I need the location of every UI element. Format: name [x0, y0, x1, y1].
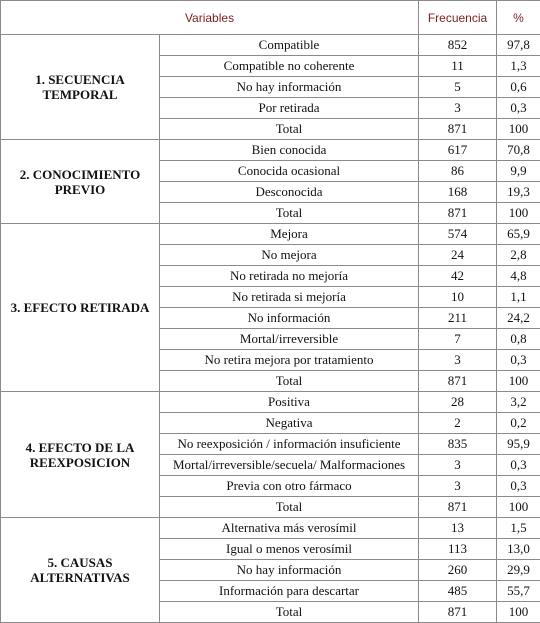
- row-percent: 65,9: [497, 224, 540, 245]
- row-percent: 100: [497, 371, 540, 392]
- row-frequency: 871: [419, 371, 497, 392]
- header-row: [1, 1, 540, 35]
- group-title: 2. CONOCIMIENTO PREVIO: [1, 140, 160, 224]
- row-frequency: 871: [419, 203, 497, 224]
- row-frequency: 5: [419, 77, 497, 98]
- row-label: No retirada si mejoría: [160, 287, 419, 308]
- row-percent: 3,2: [497, 392, 540, 413]
- row-percent: 0,6: [497, 77, 540, 98]
- header-frecuencia: Frecuencia: [419, 1, 497, 35]
- row-percent: 1,3: [497, 56, 540, 77]
- row-frequency: 852: [419, 35, 497, 56]
- row-frequency: 574: [419, 224, 497, 245]
- row-label: No información: [160, 308, 419, 329]
- row-frequency: 211: [419, 308, 497, 329]
- row-percent: 100: [497, 602, 540, 623]
- row-percent: 0,2: [497, 413, 540, 434]
- table-header: [1, 1, 540, 35]
- row-frequency: 113: [419, 539, 497, 560]
- row-percent: 55,7: [497, 581, 540, 602]
- row-label: Información para descartar: [160, 581, 419, 602]
- row-percent: 70,8: [497, 140, 540, 161]
- row-label: Negativa: [160, 413, 419, 434]
- row-percent: 0,3: [497, 350, 540, 371]
- row-label: No mejora: [160, 245, 419, 266]
- row-label: No retira mejora por tratamiento: [160, 350, 419, 371]
- row-percent: 100: [497, 119, 540, 140]
- row-percent: 1,1: [497, 287, 540, 308]
- table-row: [1, 140, 540, 161]
- table-row: [1, 392, 540, 413]
- row-label: Total: [160, 203, 419, 224]
- row-percent: 4,8: [497, 266, 540, 287]
- row-frequency: 86: [419, 161, 497, 182]
- row-percent: 19,3: [497, 182, 540, 203]
- row-frequency: 871: [419, 119, 497, 140]
- row-percent: 2,8: [497, 245, 540, 266]
- row-frequency: 11: [419, 56, 497, 77]
- row-percent: 0,3: [497, 476, 540, 497]
- group-title: 3. EFECTO RETIRADA: [1, 224, 160, 392]
- row-frequency: 617: [419, 140, 497, 161]
- row-label: Conocida ocasional: [160, 161, 419, 182]
- row-percent: 13,0: [497, 539, 540, 560]
- table-row: [1, 518, 540, 539]
- row-percent: 9,9: [497, 161, 540, 182]
- row-frequency: 260: [419, 560, 497, 581]
- row-label: Total: [160, 119, 419, 140]
- row-label: Bien conocida: [160, 140, 419, 161]
- row-label: Mortal/irreversible/secuela/ Malformaciones: [160, 455, 419, 476]
- row-percent: 24,2: [497, 308, 540, 329]
- row-label: No retirada no mejoría: [160, 266, 419, 287]
- row-label: Alternativa más verosímil: [160, 518, 419, 539]
- row-percent: 29,9: [497, 560, 540, 581]
- row-frequency: 42: [419, 266, 497, 287]
- row-label: Mejora: [160, 224, 419, 245]
- row-label: Positiva: [160, 392, 419, 413]
- row-percent: 0,3: [497, 98, 540, 119]
- row-frequency: 7: [419, 329, 497, 350]
- row-label: Compatible no coherente: [160, 56, 419, 77]
- row-frequency: 485: [419, 581, 497, 602]
- row-frequency: 13: [419, 518, 497, 539]
- row-percent: 0,8: [497, 329, 540, 350]
- table-row: [1, 224, 540, 245]
- group-title: 4. EFECTO DE LA REEXPOSICION: [1, 392, 160, 518]
- row-label: Mortal/irreversible: [160, 329, 419, 350]
- group-title: 5. CAUSAS ALTERNATIVAS: [1, 518, 160, 623]
- row-frequency: 3: [419, 350, 497, 371]
- header-percent: %: [497, 1, 540, 35]
- table-body: [1, 35, 540, 623]
- row-percent: 0,3: [497, 455, 540, 476]
- row-label: Total: [160, 602, 419, 623]
- row-frequency: 28: [419, 392, 497, 413]
- row-label: No reexposición / información insuficiente: [160, 434, 419, 455]
- row-label: Previa con otro fármaco: [160, 476, 419, 497]
- row-frequency: 2: [419, 413, 497, 434]
- row-frequency: 10: [419, 287, 497, 308]
- row-frequency: 3: [419, 476, 497, 497]
- row-label: No hay información: [160, 77, 419, 98]
- row-frequency: 3: [419, 455, 497, 476]
- row-label: Compatible: [160, 35, 419, 56]
- row-percent: 95,9: [497, 434, 540, 455]
- row-percent: 100: [497, 497, 540, 518]
- row-frequency: 835: [419, 434, 497, 455]
- row-frequency: 3: [419, 98, 497, 119]
- row-percent: 97,8: [497, 35, 540, 56]
- row-label: Desconocida: [160, 182, 419, 203]
- header-variables: Variables: [1, 1, 419, 35]
- row-label: Total: [160, 371, 419, 392]
- row-frequency: 871: [419, 602, 497, 623]
- row-percent: 100: [497, 203, 540, 224]
- row-percent: 1,5: [497, 518, 540, 539]
- group-title: 1. SECUENCIA TEMPORAL: [1, 35, 160, 140]
- row-frequency: 871: [419, 497, 497, 518]
- row-frequency: 168: [419, 182, 497, 203]
- row-label: Total: [160, 497, 419, 518]
- row-label: Por retirada: [160, 98, 419, 119]
- row-frequency: 24: [419, 245, 497, 266]
- row-label: Igual o menos verosímil: [160, 539, 419, 560]
- table-row: [1, 35, 540, 56]
- row-label: No hay información: [160, 560, 419, 581]
